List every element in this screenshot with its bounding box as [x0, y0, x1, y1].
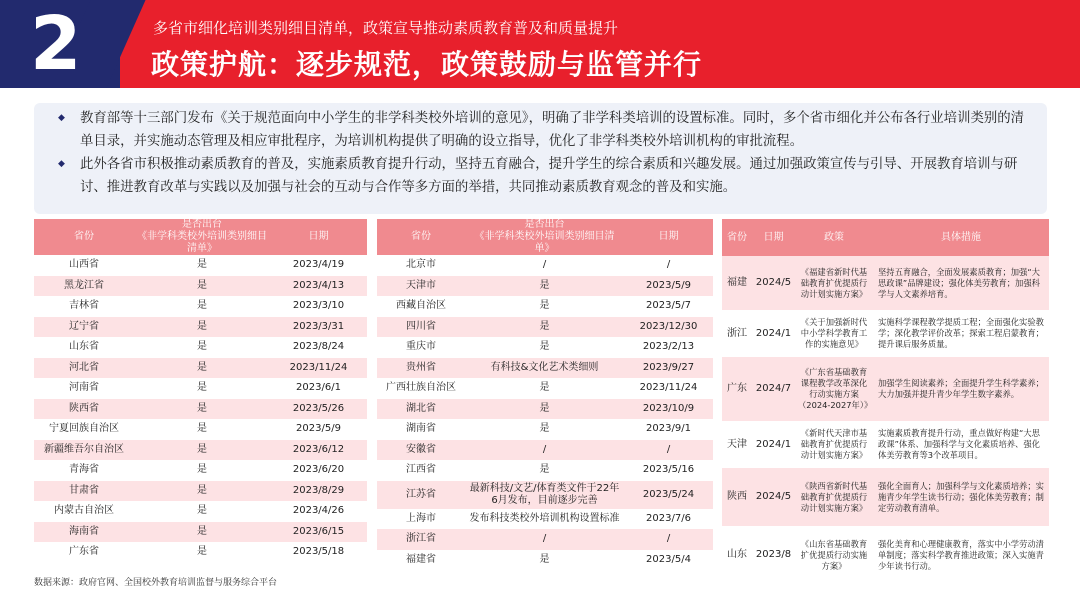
- cell-province: 海南省: [34, 522, 134, 543]
- cell-date: 2023/4/13: [270, 276, 367, 297]
- cell-measures: 坚持五育融合，全面发展素质教育；加强“大思政课”品牌建设；强化体美劳教育；加强科学与人文素养培育。: [873, 256, 1049, 310]
- data-source-note: 数据来源：政府官网、全国校外教育培训监督与服务综合平台: [34, 578, 278, 588]
- cell-province: 吉林省: [34, 296, 134, 317]
- header-subtitle: 多省市细化培训类别细目清单，政策宣导推动素质教育普及和质量提升: [153, 19, 619, 37]
- cell-province: 广东省: [34, 542, 134, 563]
- cell-date: 2023/6/20: [270, 460, 367, 481]
- intro-box: [34, 103, 1047, 214]
- table-row: [722, 357, 1049, 421]
- cell-date: 2023/8/24: [270, 337, 367, 358]
- cell-province: 浙江: [722, 310, 752, 357]
- cell-status: 是: [134, 255, 270, 276]
- cell-status: /: [465, 255, 624, 276]
- cell-status: /: [465, 440, 624, 461]
- table-row: [34, 358, 367, 379]
- cell-province: 陕西: [722, 468, 752, 526]
- cell-status: 最新科技/文艺/体育类文件于22年6月发布，目前逐步完善: [465, 481, 624, 509]
- cell-status: 是: [134, 522, 270, 543]
- cell-province: 湖北省: [377, 399, 465, 420]
- cell-province: 广东: [722, 357, 752, 421]
- cell-date: 2023/2/13: [624, 337, 713, 358]
- cell-date: 2023/7/6: [624, 509, 713, 530]
- cell-date: 2023/11/24: [624, 378, 713, 399]
- cell-province: 新疆维吾尔自治区: [34, 440, 134, 461]
- col-policy-header: 政策: [795, 219, 873, 256]
- table-row: [377, 358, 713, 379]
- table-row: [34, 317, 367, 338]
- table-row: [377, 509, 713, 530]
- col-date-header: 日期: [624, 219, 713, 255]
- table-row: [34, 276, 367, 297]
- cell-province: 福建省: [377, 550, 465, 571]
- cell-date: 2024/5: [752, 468, 795, 526]
- table-row: [34, 255, 367, 276]
- cell-province: 山东: [722, 526, 752, 584]
- cell-date: 2023/10/9: [624, 399, 713, 420]
- cell-date: /: [624, 440, 713, 461]
- cell-status: 是: [134, 378, 270, 399]
- table-row: [722, 256, 1049, 310]
- cell-province: 内蒙古自治区: [34, 501, 134, 522]
- cell-measures: 强化全面育人；加强科学与文化素质培养；实施青少年学生读书行动；强化体美劳教育；制定劳动教育清单。: [873, 468, 1049, 526]
- cell-status: 是: [134, 481, 270, 502]
- table-row: [34, 378, 367, 399]
- cell-policy: 《山东省基础教育扩优提质行动实施方案》: [795, 526, 873, 584]
- cell-measures: 实施科学课程教学提质工程；全面强化实验教学；深化教学评价改革；探索工程启蒙教育；提升课后服务质量。: [873, 310, 1049, 357]
- table-row: [34, 399, 367, 420]
- cell-date: 2024/5: [752, 256, 795, 310]
- table-row: [377, 550, 713, 571]
- col-province-header: 省份: [377, 219, 465, 255]
- table-row: [34, 481, 367, 502]
- cell-policy: 《陕西省新时代基础教育扩优提质行动计划实施方案》: [795, 468, 873, 526]
- cell-province: 北京市: [377, 255, 465, 276]
- table-row: [377, 399, 713, 420]
- cell-province: 广西壮族自治区: [377, 378, 465, 399]
- cell-province: 贵州省: [377, 358, 465, 379]
- cell-status: 是: [134, 296, 270, 317]
- cell-date: /: [624, 255, 713, 276]
- cell-status: 是: [465, 276, 624, 297]
- cell-province: 辽宁省: [34, 317, 134, 338]
- cell-date: 2024/1: [752, 310, 795, 357]
- cell-status: 是: [134, 440, 270, 461]
- cell-date: 2023/3/10: [270, 296, 367, 317]
- col-catalog-header-line1: 是否出台: [524, 219, 565, 230]
- cell-policy: 《关于加强新时代中小学科学教育工作的实施意见》: [795, 310, 873, 357]
- cell-province: 山东省: [34, 337, 134, 358]
- cell-status: 是: [465, 317, 624, 338]
- cell-date: 2023/5/18: [270, 542, 367, 563]
- cell-status: /: [465, 529, 624, 550]
- policy-table: [722, 219, 1049, 584]
- cell-date: 2023/6/12: [270, 440, 367, 461]
- col-catalog-header: [134, 219, 270, 255]
- table-row: [377, 296, 713, 317]
- catalog-table-left: [34, 219, 367, 563]
- cell-date: 2024/7: [752, 357, 795, 421]
- col-province-header: 省份: [34, 219, 134, 255]
- cell-province: 宁夏回族自治区: [34, 419, 134, 440]
- cell-date: 2023/5/16: [624, 460, 713, 481]
- table-row: [34, 501, 367, 522]
- cell-status: 是: [465, 378, 624, 399]
- table-row: [377, 419, 713, 440]
- table-row: [34, 440, 367, 461]
- cell-date: 2023/6/15: [270, 522, 367, 543]
- cell-province: 安徽省: [377, 440, 465, 461]
- cell-date: 2023/4/26: [270, 501, 367, 522]
- cell-province: 青海省: [34, 460, 134, 481]
- cell-province: 陕西省: [34, 399, 134, 420]
- table-row: [377, 255, 713, 276]
- cell-date: 2023/5/7: [624, 296, 713, 317]
- table-row: [34, 296, 367, 317]
- cell-date: 2023/8/29: [270, 481, 367, 502]
- table-row: [377, 481, 713, 509]
- cell-date: 2023/9/1: [624, 419, 713, 440]
- cell-status: 是: [134, 419, 270, 440]
- cell-province: 重庆市: [377, 337, 465, 358]
- intro-paragraph-1: ◆ 教育部等十三部门发布《关于规范面向中小学生的非学科类校外培训的意见》，明确了非学科类培训的设置标准。同时，多个省市细化并公布各行业培训类别的清单目录，并实施动态管理及相应审批程序，为培训机构提供了明确的设立指导，优化了非学科类校外培训机构的审批流程。: [80, 107, 1029, 153]
- cell-status: 是: [134, 501, 270, 522]
- section-number: 2: [30, 1, 82, 87]
- cell-measures: 强化美育和心理健康教育，落实中小学劳动清单制度；落实科学教育推进政策；深入实施青少年读书行动。: [873, 526, 1049, 584]
- cell-province: 天津: [722, 421, 752, 468]
- table-row: [377, 529, 713, 550]
- page-title: 政策护航：逐步规范，政策鼓励与监管并行: [151, 48, 703, 81]
- catalog-table-right: [377, 219, 713, 570]
- table-row: [722, 421, 1049, 468]
- cell-status: 是: [465, 296, 624, 317]
- cell-policy: 《福建省新时代基础教育扩优提质行动计划实施方案》: [795, 256, 873, 310]
- cell-date: 2023/12/30: [624, 317, 713, 338]
- table-row: [34, 419, 367, 440]
- cell-province: 河南省: [34, 378, 134, 399]
- col-catalog-header: [465, 219, 624, 255]
- table-row: [377, 317, 713, 338]
- cell-status: 是: [134, 399, 270, 420]
- table-row: [34, 522, 367, 543]
- table-row: [377, 276, 713, 297]
- cell-measures: 加强学生阅读素养；全面提升学生科学素养；大力加强并提升青少年学生数字素养。: [873, 357, 1049, 421]
- table-row: [34, 460, 367, 481]
- cell-measures: 实施素质教育提升行动，重点做好构建“大思政课”体系、加强科学与文化素质培养、强化体美劳教育等3个改革项目。: [873, 421, 1049, 468]
- table-header-row: [377, 219, 713, 255]
- cell-status: 是: [465, 460, 624, 481]
- cell-province: 天津市: [377, 276, 465, 297]
- cell-date: 2023/9/27: [624, 358, 713, 379]
- cell-province: 上海市: [377, 509, 465, 530]
- cell-date: /: [624, 529, 713, 550]
- header-banner: [0, 0, 1080, 88]
- cell-date: 2023/3/31: [270, 317, 367, 338]
- cell-date: 2023/5/9: [270, 419, 367, 440]
- cell-province: 福建: [722, 256, 752, 310]
- cell-date: 2023/4/19: [270, 255, 367, 276]
- col-measures-header: 具体措施: [873, 219, 1049, 256]
- cell-date: 2024/1: [752, 421, 795, 468]
- cell-status: 有科技&文化艺术类细则: [465, 358, 624, 379]
- table-row: [722, 310, 1049, 357]
- cell-province: 黑龙江省: [34, 276, 134, 297]
- cell-status: 是: [465, 337, 624, 358]
- cell-policy: 《广东省基础教育课程教学改革深化行动实施方案（2024-2027年）》: [795, 357, 873, 421]
- cell-province: 浙江省: [377, 529, 465, 550]
- col-catalog-header-line1: 是否出台: [182, 219, 222, 230]
- cell-province: 河北省: [34, 358, 134, 379]
- cell-date: 2023/8: [752, 526, 795, 584]
- table-body: [34, 255, 367, 563]
- cell-province: 西藏自治区: [377, 296, 465, 317]
- table-row: [377, 440, 713, 461]
- table-row: [377, 337, 713, 358]
- cell-province: 甘肃省: [34, 481, 134, 502]
- col-date-header: 日期: [270, 219, 367, 255]
- cell-province: 江苏省: [377, 481, 465, 509]
- cell-status: 是: [134, 337, 270, 358]
- cell-status: 是: [134, 276, 270, 297]
- table-row: [722, 468, 1049, 526]
- table-row: [377, 378, 713, 399]
- cell-status: 是: [134, 317, 270, 338]
- col-catalog-header-line2: 《非学科类校外培训类别细目清单》: [137, 231, 267, 254]
- cell-status: 是: [134, 542, 270, 563]
- table-body: [722, 256, 1049, 584]
- cell-province: 湖南省: [377, 419, 465, 440]
- cell-status: 是: [134, 460, 270, 481]
- cell-date: 2023/5/26: [270, 399, 367, 420]
- table-row: [34, 337, 367, 358]
- table-header-row: [34, 219, 367, 255]
- table-row: [377, 460, 713, 481]
- cell-province: 江西省: [377, 460, 465, 481]
- intro-paragraph-2: ◆ 此外各省市积极推动素质教育的普及，实施素质教育提升行动，坚持五育融合，提升学生的综合素质和兴趣发展。通过加强政策宣传与引导、开展教育培训与研讨、推进教育改革与实践以及加强与社会的互动与合作等多方面的举措，共同推动素质教育观念的普及和实施。: [80, 153, 1029, 199]
- cell-status: 发布科技类校外培训机构设置标准: [465, 509, 624, 530]
- col-catalog-header-line2: 《非学科类校外培训类别细目清单》: [474, 231, 615, 254]
- col-province-header: 省份: [722, 219, 752, 256]
- table-row: [34, 542, 367, 563]
- cell-status: 是: [134, 358, 270, 379]
- table-body: [377, 255, 713, 570]
- table-row: [722, 526, 1049, 584]
- cell-date: 2023/5/9: [624, 276, 713, 297]
- cell-policy: 《新时代天津市基础教育扩优提质行动计划实施方案》: [795, 421, 873, 468]
- cell-province: 山西省: [34, 255, 134, 276]
- table-header-row: [722, 219, 1049, 256]
- cell-province: 四川省: [377, 317, 465, 338]
- cell-status: 是: [465, 419, 624, 440]
- cell-date: 2023/11/24: [270, 358, 367, 379]
- cell-date: 2023/5/4: [624, 550, 713, 571]
- col-date-header: 日期: [752, 219, 795, 256]
- cell-date: 2023/6/1: [270, 378, 367, 399]
- cell-status: 是: [465, 550, 624, 571]
- cell-date: 2023/5/24: [624, 481, 713, 509]
- cell-status: 是: [465, 399, 624, 420]
